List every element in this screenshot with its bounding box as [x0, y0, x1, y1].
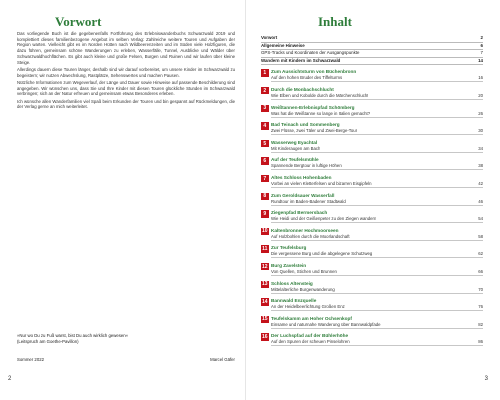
- tour-subtitle-row: [271, 146, 483, 153]
- tour-subtitle: Wie Elben und Kobolde durch die Märchenschlucht: [271, 92, 369, 98]
- toc-top-page: 7: [480, 50, 483, 56]
- tour-number-badge: 16: [261, 334, 268, 341]
- toc-entry[interactable]: [261, 86, 483, 104]
- tour-number-badge: 8: [261, 193, 269, 201]
- toc-entry[interactable]: [261, 156, 483, 174]
- tour-page-number: 30: [478, 128, 483, 134]
- tour-number-badge: 11: [262, 246, 268, 253]
- toc-top-item[interactable]: [261, 58, 483, 66]
- tour-number-badge: 7: [261, 175, 269, 183]
- tour-subtitle-row: [271, 128, 483, 135]
- toc-entry[interactable]: [261, 227, 483, 245]
- tour-subtitle-row: [271, 181, 483, 188]
- toc-top-item[interactable]: [261, 35, 483, 43]
- tour-number-badge: 2: [261, 87, 269, 95]
- toc-entry[interactable]: [261, 68, 483, 86]
- tour-number-badge: 1: [261, 69, 269, 77]
- quote-source: (Leitspruch am Goethe-Pavillon): [17, 338, 79, 344]
- tour-subtitle-row: [271, 251, 483, 258]
- tour-number-badge: 10: [261, 228, 268, 235]
- toc-entry[interactable]: [261, 315, 483, 333]
- tour-subtitle-row: [271, 199, 483, 206]
- tour-subtitle: Auf den Spuren der scheuen Pinselohren: [271, 339, 350, 345]
- tour-number-badge: 13: [261, 281, 268, 288]
- tour-page-number: 58: [478, 233, 483, 239]
- tour-subtitle: An der Heidelbeerlichtung Großen Enz: [271, 304, 345, 310]
- tour-subtitle: Spannende Bergtour in luftige Höhen: [271, 163, 342, 169]
- tour-number-badge: 4: [261, 122, 269, 130]
- toc-top-item[interactable]: [261, 50, 483, 58]
- tour-page-number: 66: [478, 268, 483, 274]
- tour-subtitle-row: [271, 269, 483, 276]
- tour-page-number: 38: [478, 163, 483, 169]
- vorwort-paragraph: Nützliche Informationen zum Wegeverlauf, der Länge und Dauer sowie Hinweise auf passende Beschilderung sind angegeben. Wir wünschen uns, dass Sie und Ihre Kinder mit diesen Touren glückliche Stunden im Schwarzwald verbringen; sich an der Natur erfreuen und gemeinsam etwas Besonderes erleben.: [17, 79, 235, 97]
- tour-subtitle-row: [271, 93, 483, 100]
- tour-subtitle-row: [271, 163, 483, 170]
- toc-entry[interactable]: [261, 121, 483, 139]
- tour-title: Altes Schloss Hohenbaden: [271, 174, 332, 180]
- toc-entry-list: [261, 68, 483, 350]
- tour-subtitle: Mittelalterliche Burgenwanderung: [271, 286, 335, 292]
- page-number-right: 3: [484, 376, 488, 382]
- toc-top-label: Wandern mit Kindern im Schwarzwald: [261, 57, 341, 63]
- signature-name: Marcel Gäfer: [210, 357, 235, 362]
- table-of-contents: [261, 35, 483, 350]
- toc-entry[interactable]: [261, 262, 483, 280]
- tour-subtitle: Von Quellen, Stichen und Brunnen: [271, 268, 337, 274]
- tour-page-number: 16: [478, 75, 483, 81]
- page-number-left: 2: [8, 376, 12, 382]
- page-title-inhalt: Inhalt: [318, 14, 352, 29]
- tour-subtitle-row: [271, 287, 483, 294]
- quote-block: [17, 333, 235, 345]
- toc-entry[interactable]: [261, 174, 483, 192]
- tour-number-badge: 6: [261, 157, 269, 165]
- tour-subtitle: Zwei Flüsse, zwei Täler und Zwei-Berge-Tour: [271, 128, 358, 134]
- toc-top-label: GPS-Tracks und Koordinaten der Ausgangspunkte: [261, 50, 360, 56]
- tour-subtitle: Was hat die Weißtanne so lange in Italien gemacht?: [271, 110, 371, 116]
- tour-title: Bannwald Enzquelle: [271, 298, 317, 304]
- tour-number-badge: 5: [261, 140, 269, 148]
- toc-top-page: 14: [478, 57, 483, 63]
- toc-entry[interactable]: [261, 332, 483, 350]
- tour-subtitle: Auf den hohen Bruder des Tiffelturms: [271, 75, 343, 81]
- tour-title: Teufelskamm am Hoher Ochsenkopf: [271, 315, 352, 321]
- tour-subtitle-row: [271, 339, 483, 346]
- tour-title: Weißtannen-Erlebnispfad Schömberg: [271, 104, 355, 110]
- tour-number-badge: 12: [261, 263, 268, 270]
- toc-entry[interactable]: [261, 297, 483, 315]
- tour-page-number: 26: [478, 110, 483, 116]
- tour-subtitle: Mit Kinderaugen am Bach: [271, 145, 321, 151]
- signature-date: Sommer 2022: [17, 357, 44, 362]
- tour-page-number: 42: [478, 180, 483, 186]
- tour-page-number: 82: [478, 321, 483, 327]
- tour-page-number: 70: [478, 286, 483, 292]
- toc-entry[interactable]: [261, 104, 483, 122]
- tour-page-number: 62: [478, 251, 483, 257]
- tour-number-badge: 15: [261, 316, 268, 323]
- toc-top-label: Allgemeine Hinweise: [261, 42, 305, 48]
- tour-page-number: 76: [478, 304, 483, 310]
- tour-subtitle: Einsame und naturnahe Wanderung über Bannwaldpfade: [271, 321, 381, 327]
- right-page: [251, 0, 500, 400]
- tour-title: Wasserweg Eyachtal: [271, 139, 318, 145]
- tour-title: Burg Zavelstein: [271, 262, 307, 268]
- toc-entry[interactable]: [261, 209, 483, 227]
- tour-page-number: 46: [478, 198, 483, 204]
- tour-subtitle-row: [271, 216, 483, 223]
- left-page: [0, 0, 246, 400]
- tour-number-badge: 3: [261, 105, 269, 113]
- vorwort-paragraph: Allerdings dauern diese Touren länger, deshalb sind wir darauf vorbereitet, um unsere Kinder im Schwarzwald zu begeistern; wir nutzen Abwechslung, Rastplätze, Sehenswertes und machen Pausen.: [17, 66, 235, 78]
- tour-title: Der Luchspfad auf der Bühlerhöhe: [271, 333, 349, 339]
- toc-entry[interactable]: [261, 244, 483, 262]
- vorwort-paragraph: Das vorliegende Buch ist die gegebenenfalls Fortführung des Erlebniswanderbuchs Schwarzwald 2019 und komplettiert dieses familienbezogene Angebot im selben Verlag: Zahlreiche weitere Touren und Aufgaben der Region warten. Vielleicht gibt es im Norden Hütten nach Wildbeerenzeiten und im Süden viele Holzfiguren, die dazu führen, gemeinsam schöne Wanderungen zu erleben, Wasserfälle, Tunnel, Ausblicke und Wälder über Schwarzwaldhochflächen. Es gibt auch kleine und große Felsen, Burgen und Ruinen und wir laufen über kleine Steige.: [17, 31, 235, 65]
- signature-line: [17, 357, 235, 362]
- tour-subtitle-row: [271, 234, 483, 241]
- toc-top-section: [261, 35, 483, 65]
- toc-top-item[interactable]: [261, 43, 483, 51]
- tour-title: Ziegenpfad Bermersbach: [271, 210, 328, 216]
- tour-page-number: 54: [478, 216, 483, 222]
- tour-number-badge: 14: [261, 298, 268, 305]
- page-title-vorwort: Vorwort: [55, 14, 102, 29]
- tour-number-badge: 9: [261, 210, 269, 218]
- tour-subtitle-row: [271, 111, 483, 118]
- tour-title: Durch die Monbachschlucht: [271, 86, 334, 92]
- tour-subtitle: Die vergessene Burg und die abgelegene Schutzweg: [271, 251, 373, 257]
- tour-subtitle-row: [271, 322, 483, 329]
- tour-page-number: 34: [478, 145, 483, 151]
- tour-page-number: 86: [478, 339, 483, 345]
- tour-title: Schloss Altensteig: [271, 280, 313, 286]
- tour-subtitle-row: [271, 304, 483, 311]
- toc-entry[interactable]: [261, 280, 483, 298]
- tour-title: Kaltenbronner Hochmoorseen: [271, 227, 339, 233]
- tour-title: Bad Teinach und Sommenberg: [271, 122, 340, 128]
- toc-entry[interactable]: [261, 192, 483, 210]
- toc-top-label: Vorwort: [261, 35, 278, 40]
- toc-top-page: 6: [480, 42, 483, 48]
- tour-title: Auf der Teufelsmühle: [271, 157, 319, 163]
- tour-subtitle: Auf Holzbohlen durch die Moorlandschaft: [271, 233, 350, 239]
- quote-text: »Nur wo Du zu Fuß warst, bist Du auch wirklich gewesen«: [17, 333, 129, 338]
- tour-subtitle: Rundtour im Baden-Badener Stadtwald: [271, 198, 346, 204]
- vorwort-body: [17, 31, 235, 112]
- tour-page-number: 20: [478, 92, 483, 98]
- vorwort-paragraph: Ich wünsche allen Wanderfamilien viel Spaß beim Erkunden der Touren und bin gespannt auf Rückmeldungen, die der Verlag gerne an mich weiterleitet.: [17, 98, 235, 110]
- tour-subtitle-row: [271, 75, 483, 82]
- tour-title: Zum Aussichtsturm von Büchenbronn: [271, 69, 357, 75]
- toc-top-page: 2: [480, 35, 483, 40]
- tour-subtitle: Wie Heidi und der Geißenpeter zu den Ziegen wandern: [271, 216, 377, 222]
- toc-entry[interactable]: [261, 139, 483, 157]
- tour-title: Zur Teufelsburg: [271, 245, 307, 251]
- tour-subtitle: Vorbei an vielen Kletterfelsen und bizarren Eisgipfeln: [271, 180, 372, 186]
- tour-title: Zum Geroldsauer Wasserfall: [271, 192, 335, 198]
